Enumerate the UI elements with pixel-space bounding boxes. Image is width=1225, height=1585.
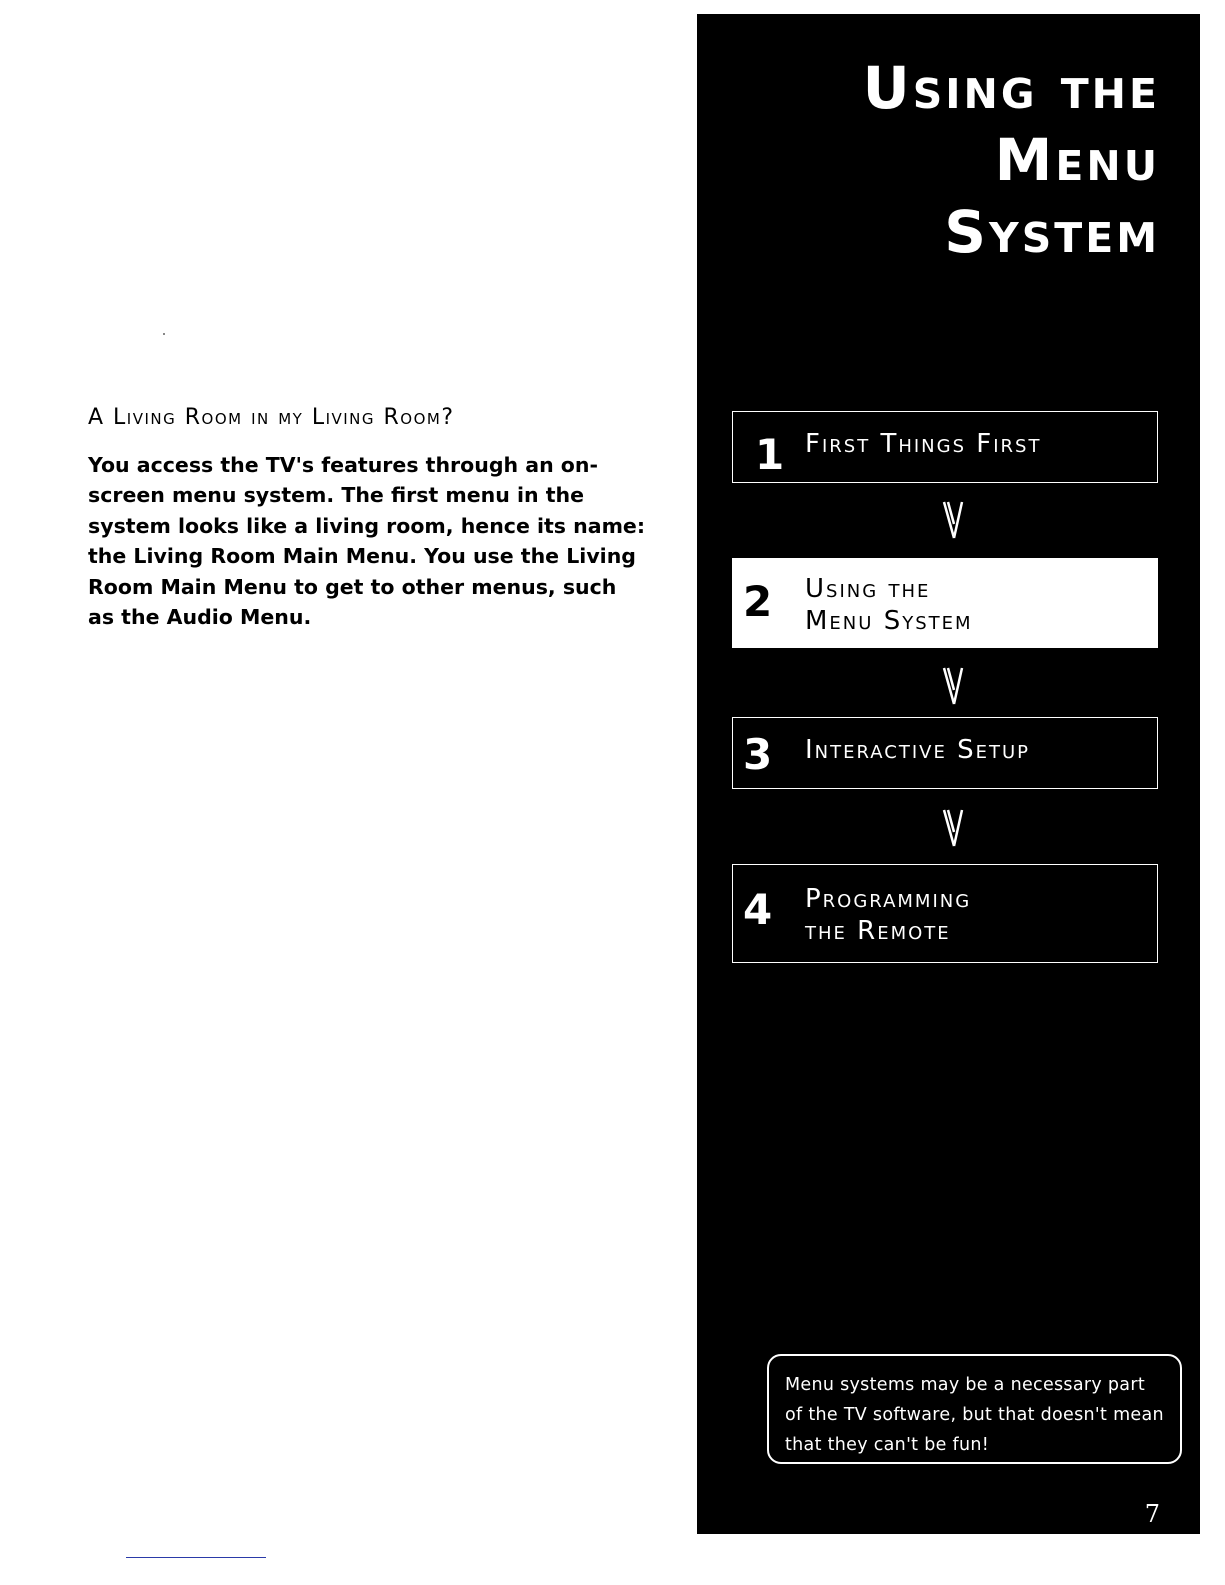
step-number: 3	[743, 730, 773, 779]
body-paragraph: You access the TV's features through an on-screen menu system. The first menu in the system looks like a living room, hence its name: the Living Room Main Menu. You use the Living Room Main Menu to get to other menus, such as the Audio Menu.	[88, 453, 646, 630]
step-programming-the-remote[interactable]	[732, 864, 1158, 963]
chapter-title	[863, 52, 1160, 268]
step-label: Programming the Remote	[805, 884, 972, 946]
scan-speck	[163, 333, 165, 335]
down-arrow-icon	[942, 666, 964, 706]
step-label: Using the Menu System	[805, 574, 973, 636]
step-number: 1	[755, 430, 785, 479]
chapter-title-line-2: Menu	[994, 126, 1160, 194]
footer-rule	[126, 1557, 266, 1558]
page-number: 7	[1144, 1500, 1160, 1528]
down-arrow-icon	[942, 500, 964, 540]
step-label: Interactive Setup	[805, 735, 1030, 765]
step-first-things-first[interactable]	[732, 411, 1158, 483]
step-interactive-setup[interactable]	[732, 717, 1158, 789]
step-number: 4	[743, 885, 773, 934]
chapter-title-line-3: System	[944, 198, 1160, 266]
step-label: First Things First	[805, 429, 1042, 459]
step-number: 2	[743, 577, 773, 626]
chapter-nav-panel	[697, 14, 1200, 1534]
chapter-title-line-1: Using the	[862, 54, 1160, 122]
tip-callout: Menu systems may be a necessary part of the TV software, but that doesn't mean that they can't be fun!	[767, 1354, 1182, 1464]
step-using-the-menu-system[interactable]	[732, 558, 1158, 648]
section-heading: A Living Room in my Living Room?	[88, 405, 455, 430]
down-arrow-icon	[942, 808, 964, 848]
